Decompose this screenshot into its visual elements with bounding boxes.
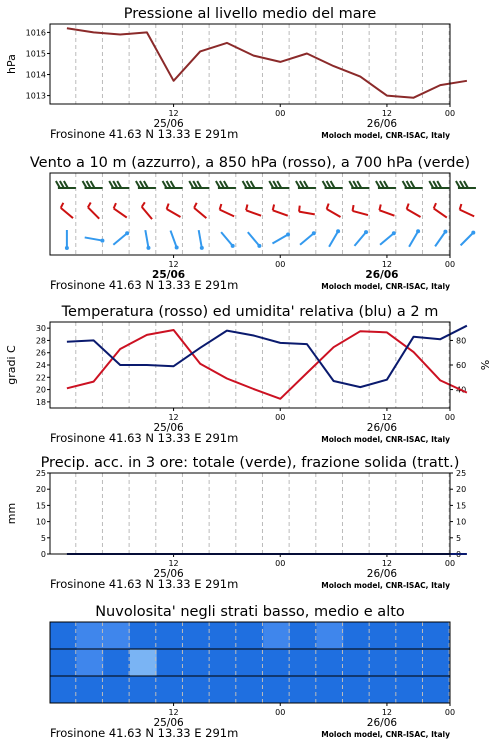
x-tick-label: 00 — [444, 413, 456, 422]
wind-barb-700 — [83, 181, 103, 188]
barb-feather — [353, 181, 357, 188]
wind-barb-850 — [114, 203, 127, 217]
barb-feather — [407, 181, 411, 188]
barb-shaft — [114, 208, 127, 217]
wind-barb-700 — [136, 181, 156, 188]
barb-shaft — [194, 208, 206, 218]
barb-feather — [136, 181, 140, 188]
x-tick-label: 00 — [275, 708, 286, 717]
y-axis-label-pressure: hPa — [5, 54, 18, 74]
barb-feather — [87, 181, 91, 188]
barb-shaft — [353, 211, 368, 215]
wind-barb-10m — [435, 230, 447, 247]
x-tick-label: 12 — [168, 260, 179, 269]
x-tick-label: 00 — [275, 260, 286, 269]
cloud-cell — [50, 676, 77, 704]
barb-shaft — [113, 233, 127, 245]
cloud-cell — [103, 622, 130, 650]
cloud-cell — [50, 649, 77, 677]
barb-shaft — [272, 235, 288, 244]
barb-head — [257, 244, 261, 248]
wind-barb-10m — [145, 230, 150, 250]
wind-barb-850 — [327, 204, 341, 217]
barb-feather — [197, 181, 201, 188]
barb-feather — [323, 181, 327, 188]
x-tick-label: 12 — [381, 260, 393, 269]
y-tick-label: 80 — [456, 336, 467, 346]
barb-shaft — [435, 232, 445, 247]
y-tick-label: 20 — [35, 485, 46, 495]
barb-feather — [60, 181, 64, 188]
x-tick-label: 12 — [381, 413, 393, 422]
y-tick-label: 0 — [456, 550, 462, 559]
wind-barb-10m — [199, 230, 204, 250]
y-tick-label: 25 — [456, 469, 467, 478]
barb-shaft — [409, 231, 418, 247]
day-label: 25/06 — [153, 568, 184, 580]
wind-barb-10m — [170, 231, 178, 250]
barb-feather — [277, 181, 281, 188]
day-label: 25/06 — [153, 118, 184, 130]
cloud-cell — [397, 649, 424, 677]
barb-feather — [142, 202, 145, 207]
barb-shaft — [61, 208, 73, 218]
cloud-cell — [237, 622, 264, 650]
wind-barb-850 — [407, 204, 421, 217]
barb-feather — [433, 181, 437, 188]
wind-barb-10m — [300, 231, 316, 245]
barb-shaft — [299, 212, 315, 215]
x-tick-label: 12 — [168, 413, 179, 422]
barb-shaft — [327, 209, 341, 217]
barb-head — [231, 244, 235, 248]
cloud-cell — [237, 676, 264, 704]
barb-feather — [56, 181, 60, 188]
panel-1-title: Vento a 10 m (azzurro), a 850 hPa (rosso), a 700 hPa (verde) — [29, 155, 471, 171]
barb-shaft — [248, 232, 260, 246]
barb-shaft — [246, 210, 261, 215]
barb-feather — [376, 181, 380, 188]
barb-feather — [114, 203, 116, 208]
wind-barb-700 — [349, 181, 369, 188]
cloud-cell — [290, 649, 317, 677]
barb-feather — [331, 181, 335, 188]
cloud-cell — [263, 676, 290, 704]
day-label: 25/06 — [153, 422, 184, 434]
barb-head — [392, 231, 396, 235]
barb-feather — [91, 181, 95, 188]
barb-feather — [437, 181, 441, 188]
barb-feather — [464, 181, 468, 188]
cloud-cell — [317, 649, 344, 677]
wind-barb-850 — [246, 205, 261, 216]
y-tick-label: 0 — [40, 550, 46, 559]
wind-barb-10m — [461, 231, 476, 246]
barb-shaft — [407, 209, 421, 217]
x-tick-label: 00 — [275, 109, 286, 118]
y-tick-label: 15 — [35, 501, 46, 511]
cloud-cell — [157, 649, 184, 677]
barb-feather — [380, 181, 384, 188]
barb-feather — [403, 181, 407, 188]
barb-feather — [61, 203, 64, 208]
wind-barb-700 — [189, 181, 209, 188]
wind-barb-10m — [409, 229, 420, 247]
x-tick-label: 12 — [381, 109, 393, 118]
y-tick-label: 20 — [456, 485, 467, 495]
barb-feather — [327, 181, 331, 188]
x-tick-label: 12 — [168, 109, 179, 118]
x-tick-label: 00 — [275, 413, 286, 422]
wind-barb-10m — [65, 230, 69, 250]
cloud-cell — [317, 622, 344, 650]
wind-barb-850 — [434, 203, 447, 217]
wind-barb-700 — [323, 181, 343, 188]
wind-barb-850 — [194, 203, 206, 218]
wind-barb-700 — [376, 181, 396, 188]
barb-feather — [411, 181, 415, 188]
wind-barb-700 — [56, 181, 76, 188]
day-label: 26/06 — [366, 717, 398, 729]
barb-feather — [171, 181, 175, 188]
cloud-cell — [77, 676, 104, 704]
barb-feather — [353, 205, 354, 211]
pressure-line — [67, 28, 467, 98]
barb-feather — [163, 181, 167, 188]
wind-barb-700 — [429, 181, 449, 188]
barb-feather — [88, 203, 91, 208]
cloud-cell — [183, 622, 210, 650]
y-axis-label-temperature: gradi C — [5, 345, 18, 385]
barb-head — [416, 229, 420, 233]
wind-barb-10m — [221, 232, 235, 248]
panel-3-title: Precip. acc. in 3 ore: totale (verde), frazione solida (tratt.) — [40, 455, 460, 471]
barb-feather — [64, 181, 68, 188]
barb-feather — [327, 204, 329, 209]
x-tick-label: 00 — [444, 559, 456, 568]
barb-feather — [193, 181, 197, 188]
y-tick-label: 10 — [456, 517, 467, 527]
barb-shaft — [273, 210, 288, 215]
barb-shaft — [329, 231, 338, 247]
cloud-cell — [103, 649, 130, 677]
barb-head — [364, 230, 368, 234]
cloud-cell — [77, 649, 104, 677]
wind-barb-700 — [243, 181, 263, 188]
barb-shaft — [142, 207, 152, 219]
model-credit: Moloch model, CNR-ISAC, Italy — [321, 282, 450, 291]
cloud-cell — [130, 622, 157, 650]
barb-feather — [194, 203, 197, 208]
barb-feather — [296, 181, 300, 188]
barb-feather — [216, 181, 220, 188]
cloud-cell — [343, 676, 370, 704]
cloud-cell — [183, 676, 210, 704]
wind-barb-700 — [109, 181, 129, 188]
cloud-cell — [290, 676, 317, 704]
wind-barb-10m — [329, 229, 340, 247]
barb-feather — [140, 181, 144, 188]
cloud-cell — [290, 622, 317, 650]
barb-feather — [113, 181, 117, 188]
barb-shaft — [85, 237, 103, 240]
day-label: 26/06 — [365, 269, 399, 281]
model-credit: Moloch model, CNR-ISAC, Italy — [321, 730, 450, 739]
wind-barb-700 — [296, 181, 316, 188]
barb-head — [336, 229, 340, 233]
cloud-cell — [397, 622, 424, 650]
wind-barb-10m — [248, 232, 262, 248]
cloud-cell — [263, 622, 290, 650]
location-label: Frosinone 41.63 N 13.33 E 291m — [50, 431, 239, 445]
y-tick-label: 1014 — [25, 70, 46, 80]
location-label: Frosinone 41.63 N 13.33 E 291m — [50, 278, 239, 292]
barb-head — [146, 246, 150, 250]
barb-feather — [83, 181, 87, 188]
y-tick-label: 5 — [40, 533, 46, 543]
wind-barb-10m — [113, 231, 129, 245]
barb-shaft — [88, 207, 99, 218]
y-tick-label: 60 — [456, 361, 467, 370]
day-label: 26/06 — [366, 568, 398, 580]
x-tick-label: 00 — [275, 559, 286, 568]
y-tick-label: 30 — [35, 324, 46, 334]
y-tick-label: 40 — [456, 385, 467, 395]
wind-barb-850 — [379, 205, 394, 216]
cloud-cell — [50, 622, 77, 650]
wind-barb-10m — [85, 237, 105, 242]
panel-4-title: Nuvolosita' negli strati basso, medio e alto — [95, 604, 405, 620]
barb-feather — [299, 206, 300, 212]
barb-shaft — [300, 233, 314, 245]
location-label: Frosinone 41.63 N 13.33 E 291m — [50, 726, 239, 740]
cloud-cell — [130, 676, 157, 704]
barb-shaft — [220, 210, 235, 217]
barb-head — [175, 245, 179, 249]
barb-feather — [379, 205, 380, 211]
cloud-cell — [423, 649, 450, 677]
cloud-cell — [317, 676, 344, 704]
wind-barb-850 — [61, 203, 73, 218]
x-tick-label: 12 — [168, 559, 179, 568]
barb-feather — [456, 181, 460, 188]
x-tick-label: 00 — [444, 109, 456, 118]
barb-feather — [407, 204, 409, 209]
barb-head — [443, 230, 447, 234]
barb-feather — [167, 181, 171, 188]
barb-feather — [246, 205, 247, 211]
cloud-cell — [263, 649, 290, 677]
wind-barb-850 — [353, 205, 368, 215]
barb-head — [200, 246, 204, 250]
wind-barb-700 — [216, 181, 236, 188]
y-tick-label: 25 — [35, 469, 46, 478]
barb-feather — [273, 181, 277, 188]
barb-feather — [304, 181, 308, 188]
barb-head — [471, 231, 475, 235]
barb-feather — [429, 181, 433, 188]
barb-feather — [247, 181, 251, 188]
wind-barb-10m — [272, 233, 290, 244]
barb-shaft — [145, 230, 148, 248]
barb-shaft — [460, 210, 475, 217]
wind-barb-850 — [220, 204, 235, 216]
barb-feather — [384, 181, 388, 188]
plot-frame — [50, 473, 450, 554]
barb-head — [312, 231, 316, 235]
x-tick-label: 12 — [168, 708, 179, 717]
model-credit: Moloch model, CNR-ISAC, Italy — [321, 581, 450, 590]
barb-feather — [269, 181, 273, 188]
barb-feather — [460, 181, 464, 188]
barb-feather — [144, 181, 148, 188]
wind-barb-850 — [167, 204, 181, 217]
cloud-cell — [370, 649, 397, 677]
cloud-cell — [157, 622, 184, 650]
cloud-cell — [343, 622, 370, 650]
barb-feather — [251, 181, 255, 188]
barb-shaft — [461, 233, 474, 246]
x-tick-label: 00 — [444, 708, 456, 717]
wind-barb-10m — [354, 230, 368, 246]
barb-feather — [357, 181, 361, 188]
wind-barb-850 — [88, 203, 99, 219]
barb-feather — [243, 181, 247, 188]
x-tick-label: 00 — [444, 260, 456, 269]
cloud-cell — [237, 649, 264, 677]
cloud-cell — [423, 622, 450, 650]
barb-feather — [434, 203, 436, 208]
barb-head — [125, 231, 129, 235]
barb-feather — [224, 181, 228, 188]
cloud-cell — [157, 676, 184, 704]
barb-feather — [300, 181, 304, 188]
wind-barb-10m — [380, 231, 396, 245]
barb-head — [100, 239, 104, 243]
cloud-cell — [423, 676, 450, 704]
y-tick-label: 15 — [456, 501, 467, 511]
y-tick-label: 10 — [35, 517, 46, 527]
barb-shaft — [167, 209, 181, 217]
barb-shaft — [170, 231, 176, 248]
location-label: Frosinone 41.63 N 13.33 E 291m — [50, 577, 239, 591]
barb-shaft — [379, 210, 394, 215]
humidity-line — [67, 326, 467, 387]
cloud-cell — [210, 676, 237, 704]
day-label: 26/06 — [366, 118, 398, 130]
y-tick-label: 1015 — [25, 49, 46, 59]
barb-feather — [460, 204, 462, 210]
y-tick-label: 24 — [35, 361, 46, 370]
barb-feather — [273, 205, 274, 211]
day-label: 25/06 — [153, 717, 184, 729]
day-label: 26/06 — [366, 422, 398, 434]
wind-barb-850 — [142, 202, 152, 219]
cloud-cell — [77, 622, 104, 650]
x-tick-label: 12 — [381, 559, 393, 568]
x-tick-label: 12 — [381, 708, 393, 717]
wind-barb-700 — [163, 181, 183, 188]
y-tick-label: 18 — [35, 397, 46, 407]
cloud-cell — [103, 676, 130, 704]
barb-shaft — [434, 208, 447, 217]
barb-feather — [349, 181, 353, 188]
panel-2-title: Temperatura (rosso) ed umidita' relativa (blu) a 2 m — [61, 304, 439, 320]
y-tick-label: 20 — [35, 385, 46, 395]
y-axis-label-precip: mm — [5, 502, 18, 525]
barb-shaft — [354, 232, 366, 246]
model-credit: Moloch model, CNR-ISAC, Italy — [321, 131, 450, 140]
model-credit: Moloch model, CNR-ISAC, Italy — [321, 435, 450, 444]
y-tick-label: 28 — [35, 336, 46, 346]
barb-shaft — [380, 233, 394, 245]
wind-barb-850 — [460, 204, 475, 216]
wind-barb-700 — [403, 181, 423, 188]
barb-feather — [167, 204, 169, 209]
barb-head — [65, 246, 69, 250]
wind-barb-850 — [299, 206, 315, 215]
cloud-cell — [183, 649, 210, 677]
y-tick-label: 1016 — [25, 28, 46, 38]
barb-shaft — [221, 232, 233, 246]
y-tick-label: 1013 — [25, 91, 46, 101]
y-tick-label: 26 — [35, 348, 46, 358]
barb-feather — [189, 181, 193, 188]
wind-barb-700 — [269, 181, 289, 188]
barb-feather — [220, 181, 224, 188]
barb-shaft — [199, 230, 202, 248]
barb-feather — [109, 181, 113, 188]
wind-barb-850 — [273, 205, 288, 216]
cloud-cell — [397, 676, 424, 704]
cloud-cell — [370, 622, 397, 650]
cloud-cell — [210, 622, 237, 650]
cloud-cell — [130, 649, 157, 677]
panel-0-title: Pressione al livello medio del mare — [123, 6, 377, 22]
y-axis-label-humidity: % — [479, 359, 492, 371]
y-tick-label: 5 — [456, 533, 462, 543]
wind-barb-700 — [456, 181, 476, 188]
day-label: 25/06 — [152, 269, 186, 281]
y-tick-label: 22 — [35, 373, 46, 383]
cloud-cell — [210, 649, 237, 677]
barb-feather — [117, 181, 121, 188]
barb-feather — [220, 204, 222, 210]
cloud-cell — [370, 676, 397, 704]
plot-frame — [50, 24, 450, 104]
cloud-cell — [343, 649, 370, 677]
location-label: Frosinone 41.63 N 13.33 E 291m — [50, 127, 239, 141]
barb-head — [286, 233, 290, 237]
